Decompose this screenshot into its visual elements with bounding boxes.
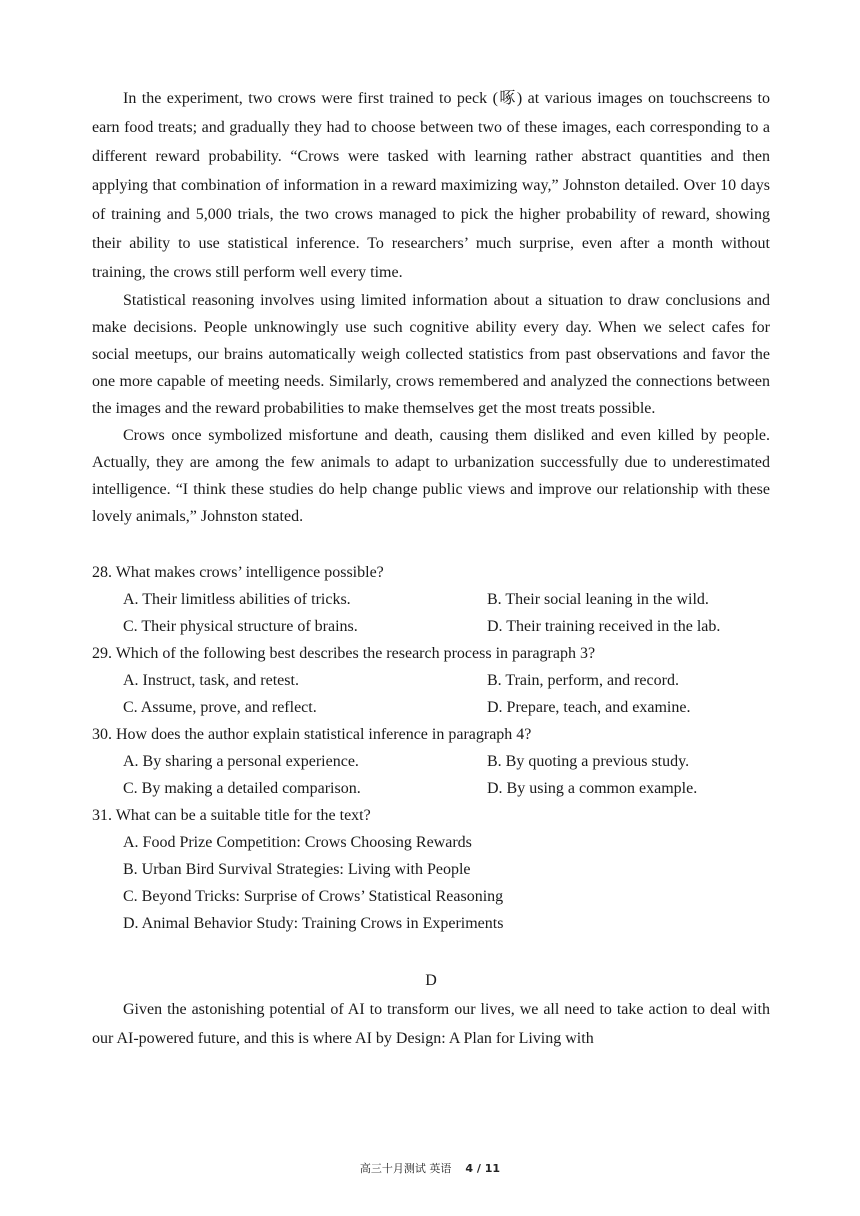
question-stem: 30. How does the author explain statistical inference in paragraph 4? — [92, 726, 532, 743]
passage-paragraph: Statistical reasoning involves using limited information about a situation to draw conclusions and make decisions. People unknowingly use such cognitive ability every day. When we select cafes for social meetups, our brains automatically weigh collected statistics from past observations and favor the one more capable of meeting needs. Similarly, crows remembered and analyzed the connections between the images and the reward probabilities to make themselves get the most treats possible. — [92, 292, 770, 417]
option-a[interactable]: A. Instruct, task, and retest. — [123, 672, 299, 689]
document-page — [92, 84, 770, 1053]
option-grid — [92, 586, 770, 640]
question-stem: 28. What makes crows’ intelligence possible? — [92, 564, 384, 581]
option-list — [92, 829, 770, 937]
option-a[interactable]: A. Food Prize Competition: Crows Choosing Rewards — [123, 834, 472, 851]
passage-paragraph: Given the astonishing potential of AI to transform our lives, we all need to take action to deal with our AI-powered future, and this is where AI by Design: A Plan for Living with — [92, 1001, 770, 1047]
option-d[interactable]: D. By using a common example. — [487, 780, 698, 797]
question-28 — [92, 559, 770, 640]
option-d[interactable]: D. Prepare, teach, and examine. — [487, 699, 691, 716]
passage-paragraph: In the experiment, two crows were first trained to peck (啄) at various images on touchscreens to earn food treats; and gradually they had to choose between two of these images, each corresponding to a different reward probability. “Crows were tasked with learning rather abstract quantities and then applying that combination of information in a reward maximizing way,” Johnston detailed. Over 10 days of training and 5,000 trials, the two crows managed to pick the higher probability of reward, showing their ability to use statistical inference. To researchers’ much surprise, even after a month without training, the crows still perform well every time. — [92, 90, 770, 281]
option-a[interactable]: A. By sharing a personal experience. — [123, 753, 359, 770]
option-grid — [92, 667, 770, 721]
question-30 — [92, 721, 770, 802]
option-c[interactable]: C. By making a detailed comparison. — [123, 780, 361, 797]
option-c[interactable]: C. Their physical structure of brains. — [123, 618, 358, 635]
footer-label: 高三十月测试 英语 — [359, 1162, 452, 1175]
option-a[interactable]: A. Their limitless abilities of tricks. — [123, 591, 351, 608]
option-b[interactable]: B. Urban Bird Survival Strategies: Living with People — [123, 861, 471, 878]
question-stem: 29. Which of the following best describes the research process in paragraph 3? — [92, 645, 596, 662]
option-d[interactable]: D. Their training received in the lab. — [487, 618, 721, 635]
option-b[interactable]: B. Train, perform, and record. — [487, 672, 679, 689]
option-grid — [92, 748, 770, 802]
option-b[interactable]: B. Their social leaning in the wild. — [487, 591, 709, 608]
page-number: 4 / 11 — [465, 1162, 501, 1175]
option-c[interactable]: C. Beyond Tricks: Surprise of Crows’ Statistical Reasoning — [123, 888, 504, 905]
page-footer — [0, 1160, 860, 1176]
spacer — [92, 937, 770, 966]
question-31 — [92, 802, 770, 937]
passage-paragraph: Crows once symbolized misfortune and death, causing them disliked and even killed by people. Actually, they are among the few animals to adapt to urbanization successfully due to underestimated intelligence. “I think these studies do help change public views and improve our relationship with these lovely animals,” Johnston stated. — [92, 427, 770, 525]
section-heading: D — [425, 972, 437, 989]
spacer — [92, 530, 770, 559]
option-d[interactable]: D. Animal Behavior Study: Training Crows in Experiments — [123, 915, 504, 932]
option-b[interactable]: B. By quoting a previous study. — [487, 753, 690, 770]
question-stem: 31. What can be a suitable title for the text? — [92, 807, 371, 824]
option-c[interactable]: C. Assume, prove, and reflect. — [123, 699, 317, 716]
question-29 — [92, 640, 770, 721]
